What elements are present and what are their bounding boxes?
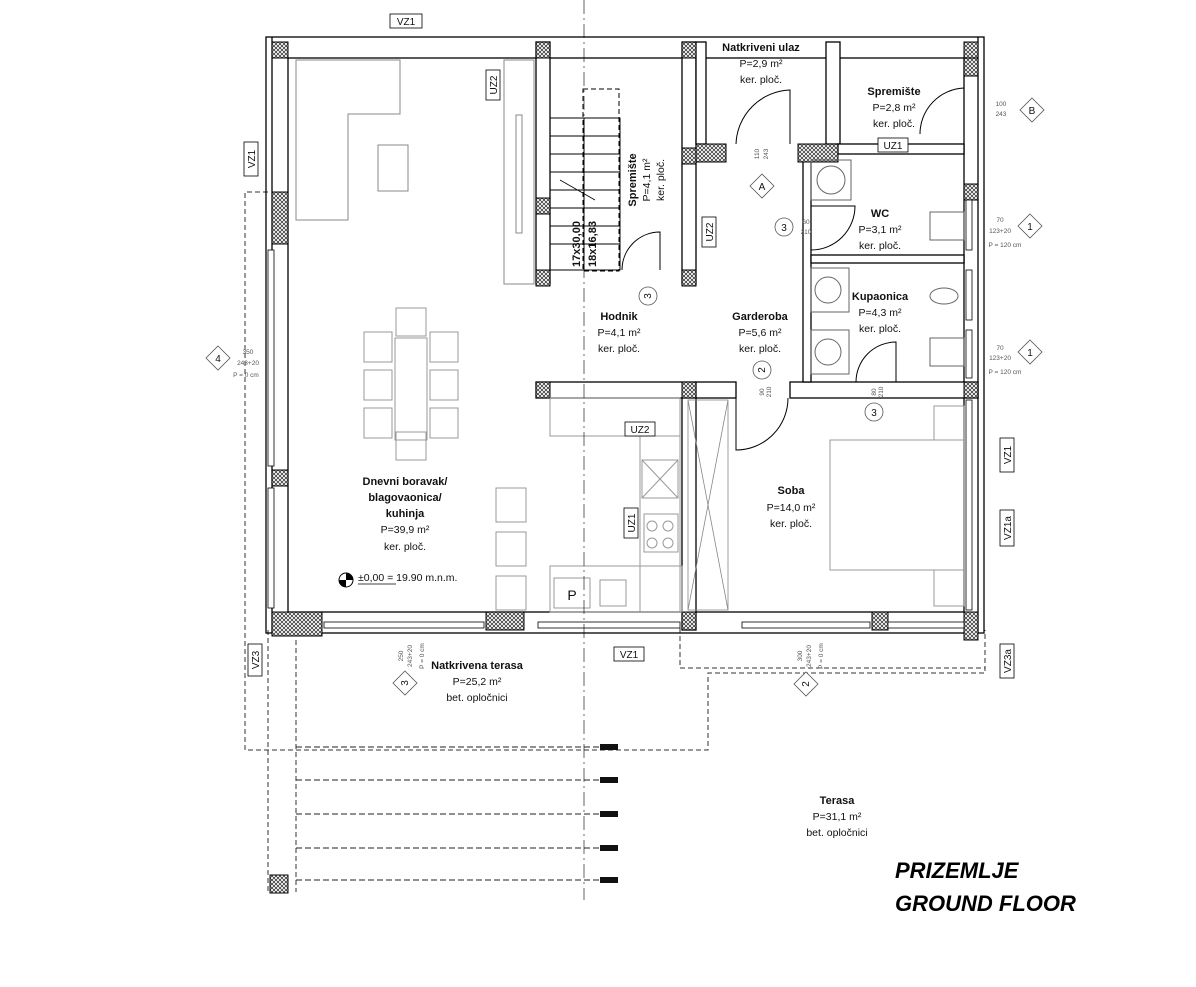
- room-finish: ker. ploč.: [872, 118, 916, 130]
- marker-3b: 3: [643, 293, 654, 299]
- svg-text:250: 250: [398, 650, 405, 662]
- svg-text:243+20: 243+20: [806, 645, 813, 667]
- level-marker: [339, 572, 457, 587]
- tag-vz1-bottom: VZ1: [619, 650, 639, 661]
- room-name: Garderoba: [732, 311, 788, 323]
- room-area: P=31,1 m²: [812, 811, 862, 823]
- room-finish: ker. ploč.: [739, 74, 783, 86]
- tag-uz1-kitchen: UZ1: [627, 513, 638, 533]
- svg-text:243: 243: [763, 148, 770, 160]
- room-soba: [767, 485, 816, 530]
- svg-text:350: 350: [242, 349, 254, 356]
- room-area: P=2,8 m²: [872, 102, 916, 114]
- tag-uz2-stair: UZ2: [705, 222, 716, 242]
- columns: [270, 42, 978, 893]
- room-name: Spremište: [867, 86, 921, 98]
- svg-text:P = 0 cm: P = 0 cm: [419, 643, 426, 669]
- tag-uz1-top: UZ1: [883, 141, 903, 152]
- room-area: P=2,9 m²: [739, 58, 783, 70]
- beam-ends: [600, 744, 618, 883]
- room-finish: ker. ploč.: [738, 343, 782, 355]
- room-finish: bet. opločnici: [446, 692, 508, 704]
- svg-text:100: 100: [995, 101, 1007, 108]
- stair-line-2: 18x16,83: [587, 221, 599, 267]
- svg-text:243+20: 243+20: [237, 360, 259, 367]
- room-finish: ker. ploč.: [597, 343, 641, 355]
- room-name: WC: [870, 208, 890, 220]
- marker-4: 4: [215, 354, 221, 365]
- room-finish: ker. ploč.: [858, 240, 902, 252]
- room-finish: ker. ploč.: [383, 541, 427, 553]
- room-finish: ker. ploč.: [655, 158, 667, 202]
- room-area: P=4,1 m²: [597, 327, 641, 339]
- title-line-2: GROUND FLOOR: [895, 891, 1076, 916]
- svg-text:110: 110: [754, 148, 761, 160]
- room-name-line1: Dnevni boravak/: [362, 476, 448, 488]
- room-name-line3: kuhinja: [385, 508, 425, 520]
- room-name: Terasa: [819, 795, 855, 807]
- room-garderoba: [732, 311, 789, 355]
- stove-label: P: [567, 587, 577, 603]
- tag-vz1-right: VZ1: [1003, 445, 1014, 465]
- room-name: Natkrivena terasa: [431, 660, 523, 672]
- room-area: P=25,2 m²: [452, 676, 502, 688]
- marker-3a: 3: [781, 223, 787, 234]
- room-finish: ker. ploč.: [769, 518, 813, 530]
- room-area: P=14,0 m²: [766, 502, 816, 514]
- marker-2b: 2: [801, 681, 812, 687]
- room-natkrivena-terasa: [431, 660, 524, 704]
- room-name: Soba: [777, 485, 805, 497]
- room-finish: bet. opločnici: [806, 827, 868, 839]
- tag-vz3: VZ3: [251, 650, 262, 670]
- svg-text:70: 70: [996, 217, 1004, 224]
- pergola-beams: [296, 747, 600, 880]
- room-area: P=5,6 m²: [738, 327, 782, 339]
- svg-text:243: 243: [995, 111, 1007, 118]
- marker-2a: 2: [757, 367, 768, 373]
- stair-line-1: 17x30,00: [571, 221, 583, 267]
- svg-text:123+20: 123+20: [989, 355, 1011, 362]
- marker-1a: 1: [1027, 222, 1033, 233]
- room-spremiste-2: [627, 153, 667, 206]
- room-finish: ker. ploč.: [858, 323, 902, 335]
- level-value: ±0,00 = 19.90 m.n.m.: [358, 572, 458, 584]
- room-hodnik: [598, 311, 641, 355]
- room-natkriveni-ulaz: [722, 42, 800, 86]
- room-area: P=3,1 m²: [858, 224, 902, 236]
- room-name: Spremište: [627, 153, 639, 207]
- room-name: Natkriveni ulaz: [722, 42, 800, 54]
- svg-text:243+20: 243+20: [407, 645, 414, 667]
- bed: [830, 406, 964, 606]
- room-terasa: [806, 795, 867, 839]
- room-name-line2: blagovaonica/: [368, 492, 442, 504]
- room-name: Hodnik: [600, 311, 638, 323]
- room-area: P=4,3 m²: [858, 307, 902, 319]
- tag-vz1-left: VZ1: [247, 149, 258, 169]
- svg-text:210: 210: [878, 386, 885, 398]
- room-spremiste-1: [867, 86, 920, 130]
- marker-a: A: [758, 182, 766, 193]
- marker-3c: 3: [871, 408, 877, 419]
- title-line-1: PRIZEMLJE: [895, 858, 1019, 883]
- svg-text:P = 120 cm: P = 120 cm: [988, 242, 1022, 249]
- svg-text:80: 80: [871, 388, 878, 396]
- svg-text:P = 0 cm: P = 0 cm: [233, 372, 259, 379]
- room-kupaonica: [852, 291, 909, 335]
- marker-1b: 1: [1027, 348, 1033, 359]
- room-name: Kupaonica: [851, 291, 909, 303]
- marker-b: B: [1028, 106, 1036, 117]
- staircase: [550, 89, 620, 271]
- svg-text:P = 0 cm: P = 0 cm: [818, 643, 825, 669]
- tag-uz2-top: UZ2: [489, 75, 500, 95]
- svg-text:70: 70: [996, 345, 1004, 352]
- svg-text:123+20: 123+20: [989, 228, 1011, 235]
- svg-text:300: 300: [797, 650, 804, 662]
- drawing-title: [895, 858, 1076, 916]
- tag-vz3a: VZ3a: [1003, 649, 1014, 673]
- svg-text:60: 60: [802, 219, 810, 226]
- svg-text:P = 120 cm: P = 120 cm: [988, 369, 1022, 376]
- tag-vz1-top: VZ1: [396, 17, 416, 28]
- dining-table: [364, 308, 458, 460]
- svg-text:210: 210: [800, 229, 812, 236]
- tag-uz2-kitchen: UZ2: [630, 425, 650, 436]
- svg-text:90: 90: [759, 388, 766, 396]
- tag-vz1a: VZ1a: [1003, 516, 1014, 540]
- room-area: P=39,9 m²: [380, 524, 430, 536]
- room-area: P=4,1 m²: [641, 158, 653, 202]
- svg-text:210: 210: [766, 386, 773, 398]
- marker-3d: 3: [400, 680, 411, 686]
- bathroom-fixtures: [811, 160, 964, 374]
- room-wc: [859, 208, 902, 252]
- room-dnevni-boravak: [363, 476, 448, 553]
